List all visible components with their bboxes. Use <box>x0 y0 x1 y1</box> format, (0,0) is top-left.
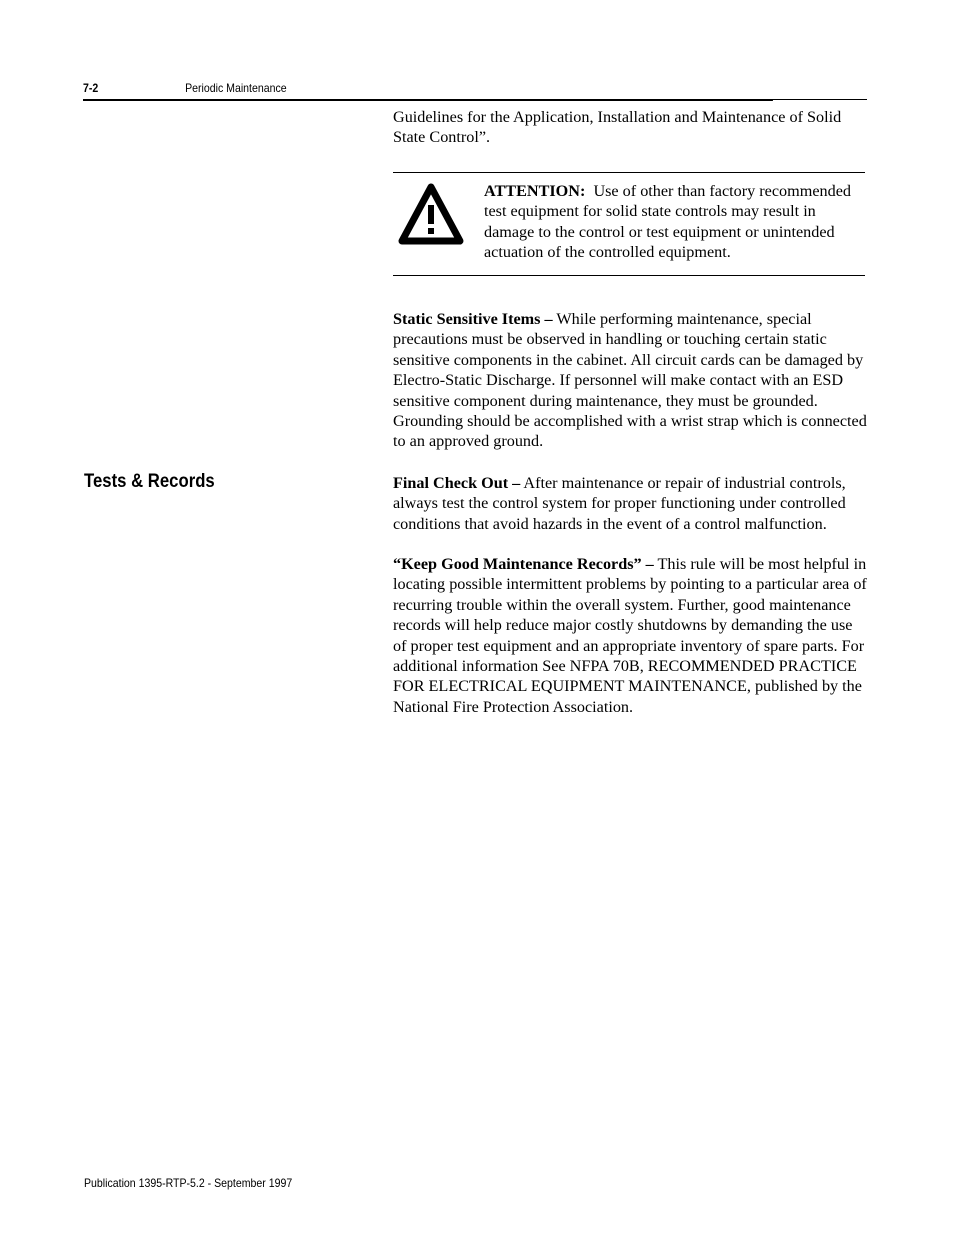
warning-triangle-icon <box>397 181 465 247</box>
final-check-title: Final Check Out – <box>393 474 521 492</box>
attention-label: ATTENTION: <box>484 182 586 200</box>
final-check-paragraph <box>393 473 869 534</box>
static-sensitive-title: Static Sensitive Items – <box>393 310 553 328</box>
page-header <box>83 80 773 101</box>
attention-text <box>484 181 864 263</box>
header-divider <box>83 99 867 100</box>
records-paragraph <box>393 554 869 717</box>
tests-records-heading: Tests & Records <box>84 471 215 492</box>
page-number: 7-2 <box>83 81 99 95</box>
final-check-body: After maintenance or repair of industrial controls, always test the control system for proper functioning under controlled conditions that avoid hazards in the event of a control malfunction. <box>393 474 846 533</box>
records-body: This rule will be most helpful in locating possible intermittent problems by pointing to a particular area of recurring trouble within the overall system. Further, good maintenance records will help reduce major costly shutdowns by demanding the use of proper test equipment and an appropriate inventory of spare parts. For additional information See NFPA 70B, RECOMMENDED PRACTICE FOR ELECTRICAL EQUIPMENT MAINTENANCE, published by the National Fire Protection Association. <box>393 555 867 716</box>
intro-paragraph: Guidelines for the Application, Installation and Maintenance of Solid State Control”. <box>393 108 842 147</box>
records-title: “Keep Good Maintenance Records” – <box>393 555 654 573</box>
attention-body: Use of other than factory recommended test equipment for solid state controls may result in damage to the control or test equipment or unintended actuation of the controlled equipment. <box>484 182 851 262</box>
publication-footer: Publication 1395-RTP-5.2 - September 1997 <box>84 1176 293 1190</box>
attention-callout <box>393 172 865 276</box>
static-sensitive-body: While performing maintenance, special precautions must be observed in handling or touching certain static sensitive components in the cabinet. All circuit cards can be damaged by Electro-Static Discharge. If personnel will make contact with an ESD sensitive component during maintenance, they must be grounded. Grounding should be accomplished with a wrist strap which is connected to an approved ground. <box>393 310 867 451</box>
static-sensitive-paragraph <box>393 309 869 452</box>
section-title: Periodic Maintenance <box>185 81 287 95</box>
